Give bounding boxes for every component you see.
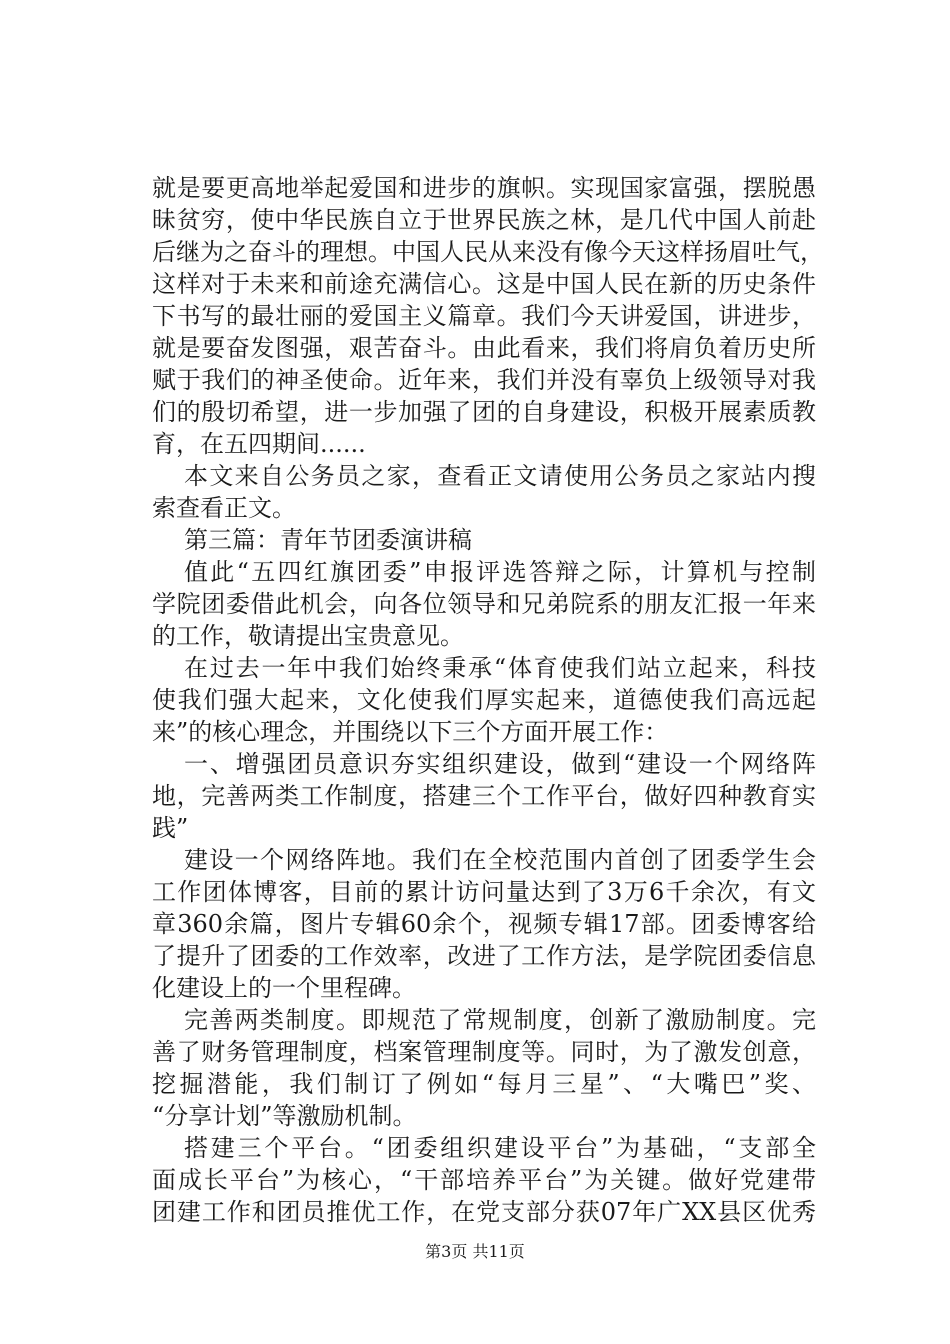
text-line: 值此“五四红旗团委”申报评选答辩之际，计算机与控制 <box>184 558 816 586</box>
text-line: 建设一个网络阵地。我们在全校范围内首创了团委学生会 <box>184 846 816 874</box>
text-line: 就是要奋发图强，艰苦奋斗。由此看来，我们将肩负着历史所 <box>152 334 816 362</box>
text-line: 工作团体博客，目前的累计访问量达到了3万6千余次，有文 <box>152 878 816 906</box>
text-line: 学院团委借此机会，向各位领导和兄弟院系的朋友汇报一年来 <box>152 590 816 618</box>
text-line: 完善两类制度。即规范了常规制度，创新了激励制度。完 <box>184 1006 816 1034</box>
text-line: 赋于我们的神圣使命。近年来，我们并没有辜负上级领导对我 <box>152 366 816 394</box>
document-body <box>152 172 824 1228</box>
text-line: 在过去一年中我们始终秉承“体育使我们站立起来，科技 <box>184 654 816 682</box>
text-line: 善了财务管理制度，档案管理制度等。同时，为了激发创意， <box>152 1038 816 1066</box>
text-line: 本文来自公务员之家，查看正文请使用公务员之家站内搜 <box>184 462 816 490</box>
text-line: 地，完善两类工作制度，搭建三个工作平台，做好四种教育实 <box>152 782 816 810</box>
text-line: 就是要更高地举起爱国和进步的旗帜。实现国家富强，摆脱愚 <box>152 174 816 202</box>
text-line: 的工作，敬请提出宝贵意见。 <box>152 622 464 650</box>
text-line: 挖掘潜能，我们制订了例如“每月三星”、“大嘴巴”奖、 <box>152 1070 816 1098</box>
text-line: 下书写的最壮丽的爱国主义篇章。我们今天讲爱国，讲进步， <box>152 302 816 330</box>
text-line: 一、增强团员意识夯实组织建设，做到“建设一个网络阵 <box>184 750 816 778</box>
text-line: 第三篇：青年节团委演讲稿 <box>184 526 472 554</box>
text-line: 了提升了团委的工作效率，改进了工作方法，是学院团委信息 <box>152 942 816 970</box>
text-line: 化建设上的一个里程碑。 <box>152 974 416 1002</box>
text-line: 索查看正文。 <box>152 494 296 522</box>
text-line: 团建工作和团员推优工作，在党支部分获07年广XX县区优秀 <box>152 1198 816 1226</box>
page-footer: 第3页 共11页 <box>425 1242 525 1261</box>
text-line: “分享计划”等激励机制。 <box>152 1102 417 1130</box>
text-line: 育，在五四期间...... <box>152 430 366 458</box>
text-line: 们的殷切希望，进一步加强了团的自身建设，积极开展素质教 <box>152 398 816 426</box>
text-line: 使我们强大起来，文化使我们厚实起来，道德使我们高远起 <box>152 686 816 714</box>
text-line: 昧贫穷，使中华民族自立于世界民族之林，是几代中国人前赴 <box>152 206 816 234</box>
text-line: 后继为之奋斗的理想。中国人民从来没有像今天这样扬眉吐气， <box>152 238 824 266</box>
text-line: 来”的核心理念，并围绕以下三个方面开展工作： <box>152 718 669 746</box>
text-line: 践” <box>152 814 189 842</box>
text-line: 面成长平台”为核心，“干部培养平台”为关键。做好党建带 <box>152 1166 816 1194</box>
text-line: 这样对于未来和前途充满信心。这是中国人民在新的历史条件 <box>152 270 816 298</box>
text-line: 章360余篇，图片专辑60余个，视频专辑17部。团委博客给 <box>152 910 816 938</box>
text-line: 搭建三个平台。“团委组织建设平台”为基础，“支部全 <box>184 1134 816 1162</box>
